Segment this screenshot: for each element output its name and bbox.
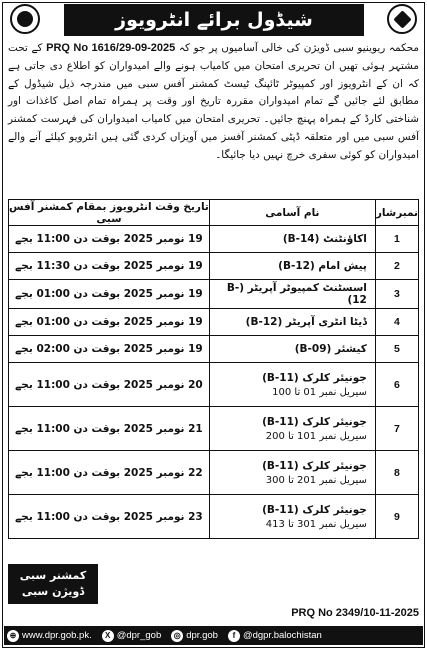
- intro-paragraph: [8, 40, 419, 200]
- table-row: [9, 363, 419, 407]
- advertisement-reference: PRQ No 1616/29-09-2025: [46, 42, 176, 54]
- header-post: نام آسامی: [209, 200, 375, 226]
- serial-number: 6: [375, 363, 418, 407]
- interview-date: 23 نومبر 2025 بوقت دن 11:00 بجے: [9, 495, 210, 539]
- twitter-link[interactable]: [102, 630, 162, 642]
- balochistan-emblem-icon: [387, 4, 417, 34]
- government-seal-icon: [10, 4, 40, 34]
- post-title: جونیئر کلرک (B-11): [262, 459, 367, 472]
- table-row: [9, 451, 419, 495]
- table-row: [9, 309, 419, 336]
- table-row: [9, 495, 419, 539]
- intro-text-start: محکمہ ریوینیو سبی ڈویژن کی خالی آسامیوں پر جو کہ: [175, 42, 419, 54]
- serial-number: 9: [375, 495, 418, 539]
- stamp-line-1: کمشنر سبی: [19, 569, 87, 582]
- facebook-text: @dgpr.balochistan: [242, 630, 322, 641]
- globe-icon: ⊕: [7, 630, 19, 642]
- facebook-icon: f: [228, 630, 240, 642]
- interview-date: 19 نومبر 2025 بوقت دن 11:30 بجے: [9, 253, 210, 280]
- header-date: تاریخ وقت انٹرویوز بمقام کمشنر آفس سبی: [9, 200, 209, 225]
- post-title: جونیئر کلرک (B-11): [262, 371, 367, 384]
- social-bar: [4, 626, 423, 645]
- interview-date: 21 نومبر 2025 بوقت دن 11:00 بجے: [9, 407, 210, 451]
- post-title: کیشئر (B-09): [294, 343, 367, 355]
- table-row: [9, 253, 419, 280]
- post-title: ڈیٹا انٹری آپریٹر (B-12): [245, 316, 367, 328]
- serial-range: سیریل نمبر 101 تا 200: [265, 430, 367, 442]
- prq-number: PRQ No 2349/10-11-2025: [291, 607, 419, 619]
- facebook-link[interactable]: [228, 630, 322, 642]
- interview-date: 19 نومبر 2025 بوقت دن 11:00 بجے: [9, 226, 210, 253]
- post-name: [209, 253, 375, 280]
- post-name: [209, 309, 375, 336]
- serial-number: 5: [375, 336, 418, 363]
- serial-range: سیریل نمبر 01 تا 100: [272, 386, 367, 398]
- website-link[interactable]: [7, 630, 92, 642]
- interview-schedule-table: [8, 199, 419, 539]
- header: [6, 4, 421, 36]
- serial-range: سیریل نمبر 301 تا 413: [265, 518, 367, 530]
- twitter-icon: X: [102, 630, 114, 642]
- interview-date: 19 نومبر 2025 بوقت دن 02:00 بجے: [9, 336, 210, 363]
- table-header-row: [9, 200, 419, 226]
- instagram-text: dpr.gob: [186, 630, 218, 641]
- post-title: اکاؤنٹنٹ (B-14): [282, 233, 367, 245]
- post-name: [209, 336, 375, 363]
- post-title: جونیئر کلرک (B-11): [262, 503, 367, 516]
- table-row: [9, 407, 419, 451]
- serial-number: 3: [375, 280, 418, 309]
- serial-number: 7: [375, 407, 418, 451]
- interview-date: 20 نومبر 2025 بوقت دن 11:00 بجے: [9, 363, 210, 407]
- table-row: [9, 336, 419, 363]
- table-row: [9, 226, 419, 253]
- post-title: جونیئر کلرک (B-11): [262, 415, 367, 428]
- post-name: [209, 407, 375, 451]
- serial-number: 1: [375, 226, 418, 253]
- serial-number: 4: [375, 309, 418, 336]
- post-name: [209, 280, 375, 309]
- twitter-text: @dpr_gob: [116, 630, 162, 641]
- serial-number: 2: [375, 253, 418, 280]
- website-text: www.dpr.gob.pk.: [22, 630, 92, 641]
- instagram-link[interactable]: [171, 630, 218, 642]
- interview-date: 19 نومبر 2025 بوقت دن 01:00 بجے: [9, 280, 210, 309]
- intro-text-end: کے تحت مشتہر ہوئی تھیں ان تحریری امتحان میں کامیاب ہونے والے امیدواران کو اطلاع دی جاتی ہے کہ ان کے انٹرویوز اور کمپیوٹر ٹائپنگ ٹیسٹ کمشنر آفس سبی میں مندرجہ ذیل شیڈول کے مطابق لئے جائیں گے تمام امیدواران مقررہ تاریخ اور وقت پر ہمراہ تمام اصل کاغذات اور شناختی کارڈ کے ہمراہ پہنچ جائیں۔ تحریری امتحان میں کامیاب امیدواران کی فہرست کمشنر آفس سبی میں اور متعلقہ ڈپٹی کمشنر آفسز میں آویزاں کردی گئی ہیں انٹرویو کیلئے آنے والے امیدواران کو کوئی سفری خرچ نہیں دیا جائیگا۔: [8, 42, 419, 161]
- table-row: [9, 280, 419, 309]
- stamp-line-2: ڈویژن سبی: [21, 585, 85, 598]
- post-name: [209, 226, 375, 253]
- post-name: [209, 495, 375, 539]
- post-name: [209, 451, 375, 495]
- serial-range: سیریل نمبر 201 تا 300: [265, 474, 367, 486]
- post-name: [209, 363, 375, 407]
- post-title: اسسٹنٹ کمپیوٹر آپریٹر (B-12): [226, 282, 367, 306]
- interview-date: 19 نومبر 2025 بوقت دن 01:00 بجے: [9, 309, 210, 336]
- interview-date: 22 نومبر 2025 بوقت دن 11:00 بجے: [9, 451, 210, 495]
- serial-number: 8: [375, 451, 418, 495]
- post-title: پیش امام (B-12): [278, 260, 367, 272]
- page-title: شیڈول برائے انٹرویوز: [64, 4, 364, 36]
- instagram-icon: ◎: [171, 630, 183, 642]
- header-serial: نمبرشار: [375, 200, 418, 226]
- commissioner-stamp: [8, 564, 98, 604]
